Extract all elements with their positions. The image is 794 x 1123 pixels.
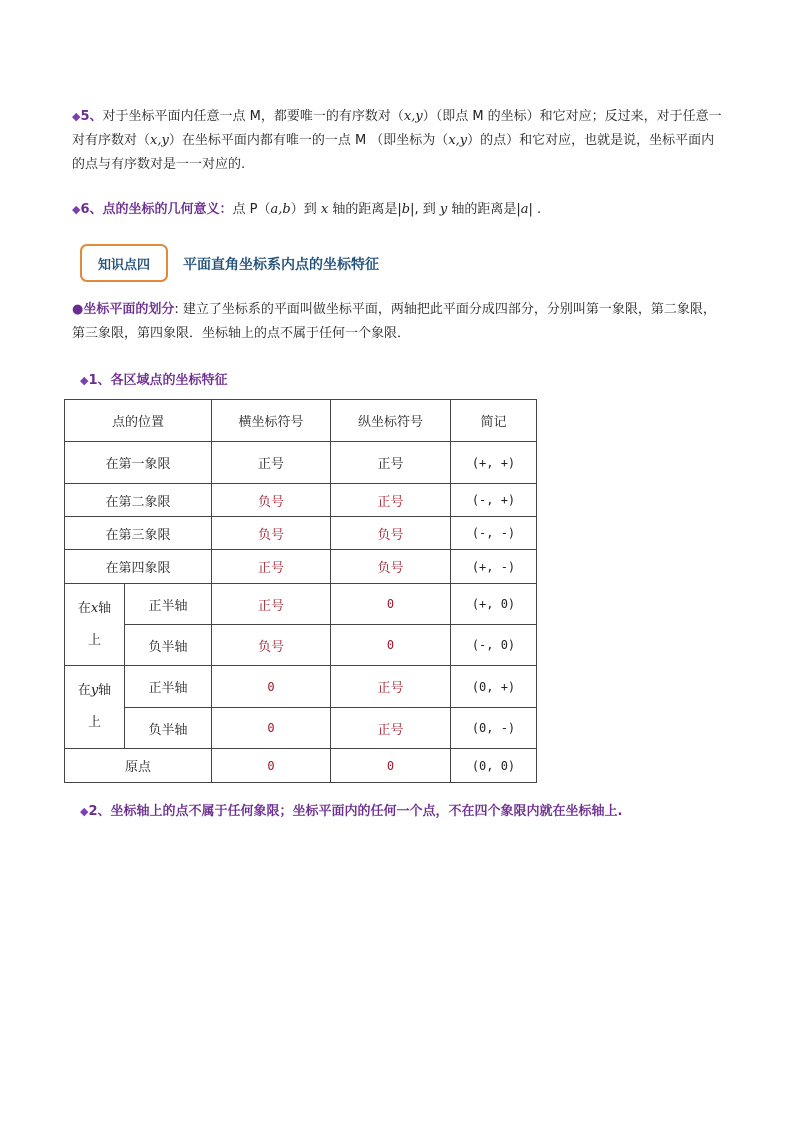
diamond-bullet-icon: ◆ — [80, 805, 89, 818]
x-sign-cell: 0 — [212, 749, 331, 783]
table-row — [65, 708, 537, 749]
math-xy: x,y — [448, 133, 468, 148]
math-x: x — [90, 600, 99, 616]
x-sign-cell: 负号 — [212, 484, 331, 517]
footer-text: 2、坐标轴上的点不属于任何象限；坐标平面内的任何一个点，不在四个象限内就在坐标轴上. — [88, 804, 623, 819]
diamond-bullet-icon: ◆ — [80, 374, 89, 387]
note-cell: (+, 0) — [451, 584, 537, 625]
note-cell: (0, -) — [451, 708, 537, 749]
header-cell: 纵坐标符号 — [331, 400, 451, 442]
y-sign-cell: 负号 — [331, 550, 451, 584]
y-sign-cell: 0 — [331, 625, 451, 666]
table-row — [65, 749, 537, 783]
note-cell: (-, +) — [451, 484, 537, 517]
y-sign-cell: 正号 — [331, 666, 451, 708]
y-sign-cell: 负号 — [331, 517, 451, 550]
position-cell: 在第一象限 — [65, 442, 212, 484]
x-sign-cell: 负号 — [212, 517, 331, 550]
label-text: 在 — [77, 600, 91, 616]
table-row — [65, 517, 537, 550]
label-text: 轴 — [98, 683, 112, 698]
text-segment: ）的点）和它对应，也就是说，坐标平面内的点与有序数对是一一对应的. — [72, 133, 715, 172]
y-sign-cell: 0 — [331, 749, 451, 783]
subheading-text: 1、各区域点的坐标特征 — [88, 373, 228, 388]
paragraph-6 — [72, 198, 724, 222]
x-sign-cell: 负号 — [212, 625, 331, 666]
sub-position-cell: 负半轴 — [125, 625, 212, 666]
math-x: x — [320, 202, 329, 217]
section-title: 平面直角坐标系内点的坐标特征 — [183, 257, 379, 273]
note-cell: (-, -) — [451, 517, 537, 550]
x-sign-cell: 正号 — [212, 550, 331, 584]
note-cell: (0, +) — [451, 666, 537, 708]
table-row — [65, 666, 537, 708]
position-cell: 原点 — [65, 749, 212, 783]
x-axis-label-cell — [65, 584, 125, 666]
y-sign-cell: 正号 — [331, 708, 451, 749]
label-text: 上 — [87, 632, 101, 648]
label-text: 在 — [77, 683, 91, 698]
text-segment: |, 到 — [410, 202, 436, 217]
table-row — [65, 584, 537, 625]
x-sign-cell: 正号 — [212, 584, 331, 625]
note-cell: (+, +) — [451, 442, 537, 484]
item-number: 5、 — [80, 109, 103, 124]
coordinate-sign-table — [64, 399, 537, 783]
y-axis-label-cell — [65, 666, 125, 749]
position-cell: 在第二象限 — [65, 484, 212, 517]
note-cell: (+, -) — [451, 550, 537, 584]
x-sign-cell: 正号 — [212, 442, 331, 484]
table-header-row — [65, 400, 537, 442]
math-b: b — [401, 202, 411, 217]
header-cell: 简记 — [451, 400, 537, 442]
y-sign-cell: 正号 — [331, 442, 451, 484]
text-segment: ）在坐标平面内都有唯一的一点 M （即坐标为（ — [168, 133, 449, 148]
math-xy: x,y — [403, 109, 423, 124]
table-row — [65, 442, 537, 484]
x-sign-cell: 0 — [212, 666, 331, 708]
math-xy: x,y — [150, 133, 169, 148]
subheading — [80, 369, 228, 388]
x-sign-cell: 0 — [212, 708, 331, 749]
label-text: 上 — [87, 715, 101, 730]
text-segment: ）到 — [290, 202, 317, 217]
note-cell: (-, 0) — [451, 625, 537, 666]
math-a: a — [520, 202, 529, 217]
diamond-bullet-icon: ◆ — [72, 110, 81, 123]
diamond-bullet-icon: ◆ — [72, 203, 81, 216]
intro-paragraph — [72, 298, 724, 346]
sub-position-cell: 正半轴 — [125, 584, 212, 625]
sub-position-cell: 负半轴 — [125, 708, 212, 749]
text-segment: 点 P（ — [232, 202, 271, 217]
note-cell: (0, 0) — [451, 749, 537, 783]
footer-note — [80, 800, 622, 819]
y-sign-cell: 正号 — [331, 484, 451, 517]
sub-position-cell: 正半轴 — [125, 666, 212, 708]
item-heading: 6、点的坐标的几何意义： — [80, 202, 233, 217]
position-cell: 在第四象限 — [65, 550, 212, 584]
circle-bullet-icon: ● — [72, 302, 84, 317]
intro-label: 坐标平面的划分 — [83, 302, 175, 317]
position-cell: 在第三象限 — [65, 517, 212, 550]
text-segment: 轴的距离是| — [451, 202, 521, 217]
paragraph-5 — [72, 105, 724, 177]
table-row — [65, 625, 537, 666]
header-cell: 点的位置 — [65, 400, 212, 442]
header-cell: 横坐标符号 — [212, 400, 331, 442]
math-y: y — [90, 683, 99, 698]
math-ab: a,b — [270, 202, 291, 217]
text-segment: ）（即点 M 的坐标）和它对应；反过来，对于任意一对有序数对（ — [72, 109, 722, 148]
knowledge-point-box: 知识点四 — [80, 244, 168, 282]
text-segment: 轴的距离是| — [332, 202, 402, 217]
text-segment: 对于坐标平面内任意一点 M，都要唯一的有序数对（ — [102, 109, 404, 124]
y-sign-cell: 0 — [331, 584, 451, 625]
intro-text: : 建立了坐标系的平面叫做坐标平面，两轴把此平面分成四部分，分别叫第一象限，第二象限，第三象限，第四象限．坐标轴上的点不属于任何一个象限． — [72, 302, 716, 341]
text-segment: | . — [528, 202, 542, 217]
math-y: y — [439, 202, 448, 217]
table-row — [65, 550, 537, 584]
table-row — [65, 484, 537, 517]
label-text: 轴 — [98, 600, 112, 616]
